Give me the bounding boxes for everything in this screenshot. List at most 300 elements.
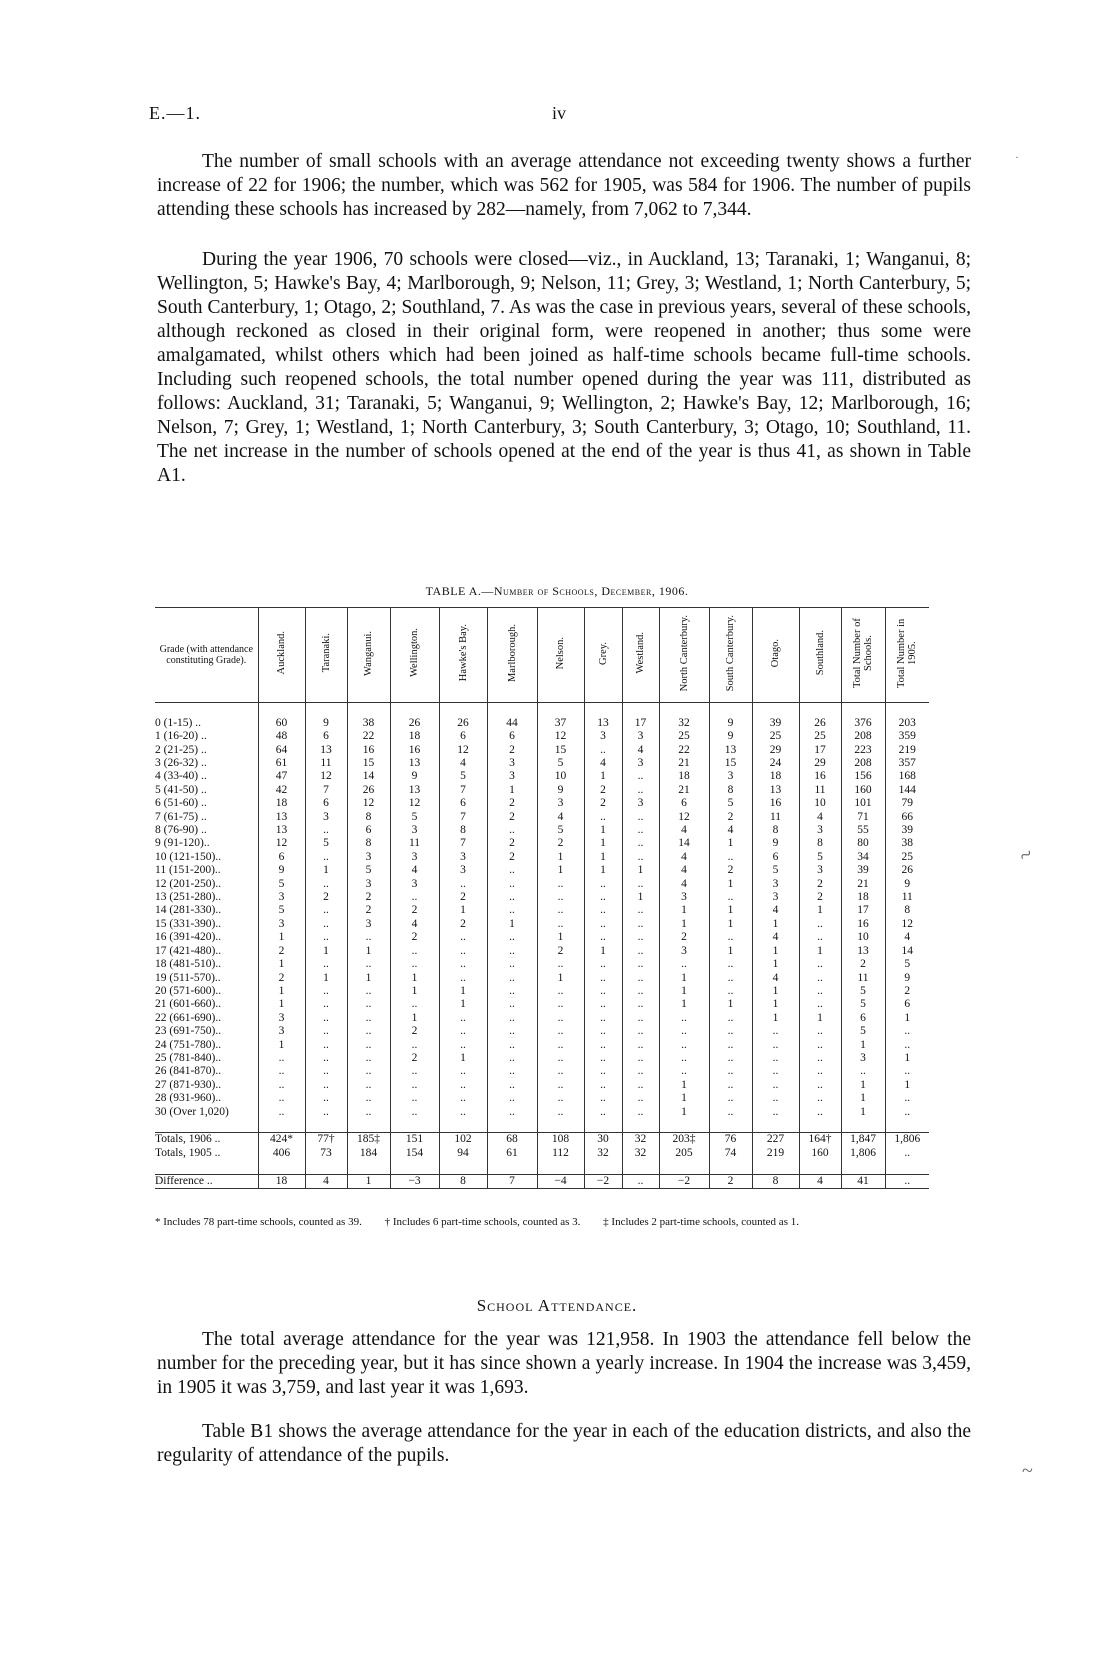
table-cell: .. [537, 1092, 584, 1105]
table-cell: 1 [258, 958, 305, 971]
row-label: 26 (841-870).. [155, 1065, 222, 1078]
spacer-cell [752, 1119, 799, 1133]
spacer-cell [799, 703, 841, 717]
table-cell: .. [584, 1025, 622, 1038]
spacer-cell [305, 1119, 347, 1133]
table-cell: 1 [752, 1012, 799, 1025]
spacer-cell [537, 1160, 584, 1174]
table-row [155, 757, 929, 770]
table-cell: .. [659, 1039, 709, 1052]
table-cell: 7 [487, 1174, 537, 1188]
row-label: 14 (281-330).. [155, 904, 222, 917]
table-row [155, 744, 929, 757]
table-cell: 1 [584, 824, 622, 837]
table-cell: .. [439, 878, 487, 891]
table-cell: .. [885, 1147, 929, 1160]
table-cell: 2 [305, 891, 347, 904]
table-cell: .. [584, 891, 622, 904]
table-cell: .. [390, 1065, 439, 1078]
table-cell: .. [752, 1065, 799, 1078]
table-cell: 66 [885, 811, 929, 824]
table-cell: 1 [537, 864, 584, 877]
table-cell: 1 [305, 945, 347, 958]
table-cell: 5 [885, 958, 929, 971]
table-cell: 2 [439, 891, 487, 904]
table-cell: 6 [439, 797, 487, 810]
table-row [155, 770, 929, 783]
table-cell: .. [487, 904, 537, 917]
table-cell: 1 [347, 945, 390, 958]
table-cell: 7 [305, 784, 347, 797]
table-cell: 5 [347, 864, 390, 877]
table-row [155, 1106, 929, 1119]
table-cell: .. [709, 1025, 752, 1038]
table-row [155, 864, 929, 877]
table-cell: 9 [709, 730, 752, 743]
table-cell: 41 [841, 1174, 885, 1188]
table-cell: .. [487, 864, 537, 877]
table-cell: 1 [841, 1079, 885, 1092]
table-cell: 12 [305, 770, 347, 783]
table-cell: .. [799, 958, 841, 971]
table-cell: .. [487, 824, 537, 837]
table-cell: 3 [659, 945, 709, 958]
table-cell: 26 [347, 784, 390, 797]
table-cell: .. [487, 945, 537, 958]
table-cell: .. [584, 985, 622, 998]
table-cell: 1 [709, 945, 752, 958]
schools-table [155, 607, 929, 1189]
table-cell: .. [709, 1039, 752, 1052]
table-cell: 219 [885, 744, 929, 757]
table-cell: 6 [752, 851, 799, 864]
table-cell: .. [347, 958, 390, 971]
table-cell: 9 [258, 864, 305, 877]
table-cell: 4 [659, 851, 709, 864]
spacer-row [155, 1119, 929, 1133]
table-cell: .. [537, 1106, 584, 1119]
table-cell: .. [305, 1106, 347, 1119]
table-cell: .. [885, 1174, 929, 1188]
table-cell: .. [709, 931, 752, 944]
table-cell: 4 [390, 918, 439, 931]
table-cell: 21 [841, 878, 885, 891]
table-row [155, 904, 929, 917]
row-label: 20 (571-600).. [155, 984, 222, 997]
table-cell: 2 [390, 1025, 439, 1038]
row-label: 2 (21-25) .. [155, 743, 207, 756]
table-cell: 4 [622, 744, 659, 757]
table-cell: 1 [305, 972, 347, 985]
table-cell: .. [622, 1025, 659, 1038]
table-cell: 2 [537, 945, 584, 958]
table-cell: 15 [709, 757, 752, 770]
table-cell: 1 [885, 1052, 929, 1065]
table-cell: 3 [439, 851, 487, 864]
table-cell: 1 [752, 945, 799, 958]
table-cell: 5 [841, 985, 885, 998]
table-cell: 3 [841, 1052, 885, 1065]
spacer-cell [487, 703, 537, 717]
table-cell: .. [752, 1079, 799, 1092]
spacer-cell [347, 1119, 390, 1133]
table-cell: 12 [439, 744, 487, 757]
table-cell: 227 [752, 1133, 799, 1147]
table-cell: .. [390, 998, 439, 1011]
table-cell: 5 [537, 757, 584, 770]
table-cell: 3 [347, 878, 390, 891]
table-cell: 3 [752, 878, 799, 891]
column-header-label: Total Number of Schools. [852, 618, 874, 688]
table-cell: 11 [752, 811, 799, 824]
table-cell: .. [885, 1065, 929, 1078]
spacer-cell [709, 1119, 752, 1133]
table-row [155, 985, 929, 998]
table-cell: .. [537, 958, 584, 971]
table-cell: 9 [752, 837, 799, 850]
column-header [439, 608, 487, 703]
table-cell: 1 [709, 998, 752, 1011]
row-label: 21 (601-660).. [155, 998, 222, 1011]
table-cell: 1 [537, 851, 584, 864]
table-cell: .. [439, 1106, 487, 1119]
table-cell: 32 [622, 1133, 659, 1147]
table-cell: 3 [347, 918, 390, 931]
table-cell: 14 [659, 837, 709, 850]
spacer-row [155, 703, 929, 717]
table-cell: .. [439, 958, 487, 971]
table-cell: 14 [347, 770, 390, 783]
row-label: 5 (41-50) .. [155, 783, 207, 796]
table-cell: .. [258, 1065, 305, 1078]
table-cell: 6 [439, 730, 487, 743]
column-header [622, 608, 659, 703]
row-label: 0 (1-15) .. [155, 716, 201, 729]
spacer-cell [659, 1119, 709, 1133]
table-cell: 424* [258, 1133, 305, 1147]
table-cell: .. [584, 904, 622, 917]
column-header [799, 608, 841, 703]
table-cell: .. [659, 1025, 709, 1038]
table-cell: .. [622, 811, 659, 824]
spacer-cell [258, 1160, 305, 1174]
spacer-cell [752, 703, 799, 717]
column-header [487, 608, 537, 703]
table-cell: 3 [584, 730, 622, 743]
table-cell: 30 [584, 1133, 622, 1147]
table-cell: 39 [752, 717, 799, 730]
column-header [258, 608, 305, 703]
table-cell: 76 [709, 1133, 752, 1147]
table-cell: 29 [799, 757, 841, 770]
table-cell: 17 [799, 744, 841, 757]
table-cell: 13 [584, 717, 622, 730]
row-label: 10 (121-150).. [155, 850, 222, 863]
row-label: 4 (33-40) .. [155, 770, 207, 783]
spacer-cell [622, 1119, 659, 1133]
table-cell: 2 [709, 811, 752, 824]
row-label: 15 (331-390).. [155, 917, 222, 930]
table-cell: 101 [841, 797, 885, 810]
table-cell: 6 [659, 797, 709, 810]
row-label: 3 (26-32) .. [155, 757, 207, 770]
table-cell: 6 [487, 730, 537, 743]
table-cell: .. [885, 1039, 929, 1052]
table-row [155, 1039, 929, 1052]
table-cell: .. [487, 1025, 537, 1038]
table-cell: 1,806 [885, 1133, 929, 1147]
table-cell: 154 [390, 1147, 439, 1160]
table-cell: 39 [885, 824, 929, 837]
table-cell: 1 [752, 918, 799, 931]
table-cell: 42 [258, 784, 305, 797]
column-header-label: Otago. [770, 638, 781, 668]
table-cell: 3 [622, 757, 659, 770]
table-cell: 1 [885, 1079, 929, 1092]
table-cell: .. [799, 1052, 841, 1065]
table-cell: 10 [841, 931, 885, 944]
table-cell: 151 [390, 1133, 439, 1147]
table-cell: 1 [487, 918, 537, 931]
table-cell: 1 [752, 958, 799, 971]
table-cell: 5 [709, 797, 752, 810]
table-cell: 7 [439, 784, 487, 797]
table-cell: .. [537, 891, 584, 904]
table-cell: 1 [537, 931, 584, 944]
table-cell: 1 [305, 864, 347, 877]
table-cell: 11 [390, 837, 439, 850]
section-heading: School Attendance. [476, 1296, 638, 1315]
table-cell: .. [537, 904, 584, 917]
table-cell: 108 [537, 1133, 584, 1147]
margin-mark: ~ [1014, 840, 1038, 869]
table-cell: 61 [487, 1147, 537, 1160]
row-label: 18 (481-510).. [155, 958, 222, 971]
table-cell: .. [305, 904, 347, 917]
paragraph-text: The total average attendance for the year was 121,958. In 1903 the attendance fell below the number for the preceding year, but it has since shown a yearly increase. In 1904 the increase was 3,459, in 1905 it was 3,759, and last year it was 1,693. [157, 1329, 971, 1398]
table-cell: 14 [885, 945, 929, 958]
table-cell: .. [799, 1092, 841, 1105]
table-cell: 26 [799, 717, 841, 730]
table-cell: 4 [799, 811, 841, 824]
table-cell: .. [537, 918, 584, 931]
table-cell: 24 [752, 757, 799, 770]
row-label: 13 (251-280).. [155, 891, 222, 904]
table-cell: 79 [885, 797, 929, 810]
table-cell: 1 [659, 972, 709, 985]
table-cell: 406 [258, 1147, 305, 1160]
table-cell: .. [799, 1106, 841, 1119]
table-cell: 2 [537, 837, 584, 850]
table-cell: .. [390, 1092, 439, 1105]
table-cell: 2 [709, 1174, 752, 1188]
table-cell: .. [390, 891, 439, 904]
table-cell: 5 [258, 904, 305, 917]
table-cell: 10 [537, 770, 584, 783]
table-cell: .. [584, 958, 622, 971]
table-cell: 37 [537, 717, 584, 730]
table-cell: .. [305, 998, 347, 1011]
table-cell: .. [347, 1106, 390, 1119]
table-cell: 18 [752, 770, 799, 783]
table-cell: .. [347, 1052, 390, 1065]
table-cell: 6 [885, 998, 929, 1011]
table-row [155, 918, 929, 931]
table-cell: .. [487, 972, 537, 985]
table-cell: 2 [487, 837, 537, 850]
column-header [841, 608, 885, 703]
row-label: 30 (Over 1,020) [155, 1105, 229, 1118]
table-cell: 3 [305, 811, 347, 824]
table-cell: 1 [347, 1174, 390, 1188]
table-cell: .. [439, 1012, 487, 1025]
table-cell: .. [752, 1052, 799, 1065]
table-cell: .. [709, 1079, 752, 1092]
table-cell: .. [885, 1106, 929, 1119]
table-cell: 184 [347, 1147, 390, 1160]
table-cell: .. [799, 1025, 841, 1038]
spacer-cell [439, 703, 487, 717]
table-cell: .. [487, 1092, 537, 1105]
table-cell: 8 [347, 811, 390, 824]
table-cell: 32 [622, 1147, 659, 1160]
table-cell: .. [537, 1065, 584, 1078]
table-cell: 22 [347, 730, 390, 743]
table-cell: 1 [709, 904, 752, 917]
table-cell: 3 [258, 891, 305, 904]
table-cell: 8 [799, 837, 841, 850]
table-cell: .. [305, 1079, 347, 1092]
table-cell: 1 [841, 1106, 885, 1119]
table-cell: 3 [799, 864, 841, 877]
table-cell: .. [258, 1106, 305, 1119]
table-title [0, 584, 1114, 599]
table-cell: 5 [258, 878, 305, 891]
table-cell: .. [799, 1065, 841, 1078]
column-header-label: Grey. [597, 641, 609, 665]
spacer-cell [155, 1119, 258, 1133]
table-cell: 2 [390, 931, 439, 944]
table-cell: 1 [439, 904, 487, 917]
totals-row [155, 1147, 929, 1160]
table-cell: .. [622, 904, 659, 917]
table-cell: 15 [347, 757, 390, 770]
spacer-cell [390, 703, 439, 717]
table-cell: .. [622, 972, 659, 985]
spacer-cell [347, 1160, 390, 1174]
table-cell: 160 [799, 1147, 841, 1160]
table-cell: 12 [537, 730, 584, 743]
table-cell: 13 [305, 744, 347, 757]
table-cell: 3 [622, 730, 659, 743]
table-cell: .. [305, 1012, 347, 1025]
table-row [155, 811, 929, 824]
table-row [155, 717, 929, 730]
table-cell: 1 [439, 998, 487, 1011]
table-cell: 2 [258, 972, 305, 985]
paragraph-attendance [157, 1328, 971, 1400]
table-cell: 44 [487, 717, 537, 730]
table-cell: .. [305, 1052, 347, 1065]
table-cell: 12 [885, 918, 929, 931]
table-cell: 203 [885, 717, 929, 730]
table-cell: 6 [841, 1012, 885, 1025]
table-cell: 3 [659, 891, 709, 904]
table-cell: .. [537, 1039, 584, 1052]
table-cell: 1 [584, 945, 622, 958]
table-cell: 11 [305, 757, 347, 770]
table-cell: 6 [305, 730, 347, 743]
table-cell: .. [347, 1039, 390, 1052]
paragraph-schools-closed [157, 248, 971, 488]
table-cell: .. [622, 784, 659, 797]
table-cell: 144 [885, 784, 929, 797]
table-cell: .. [709, 891, 752, 904]
spacer-cell [659, 1160, 709, 1174]
spacer-cell [258, 703, 305, 717]
table-cell: 357 [885, 757, 929, 770]
table-cell: .. [709, 1065, 752, 1078]
table-cell: .. [885, 1025, 929, 1038]
table-cell: 5 [752, 864, 799, 877]
table-cell: 4 [752, 931, 799, 944]
table-cell: 4 [752, 972, 799, 985]
table-title-text: Number of Schools, December, 1906. [493, 584, 689, 598]
table-cell: 15 [537, 744, 584, 757]
table-cell: 18 [258, 797, 305, 810]
table-cell: .. [487, 878, 537, 891]
table-cell: 25 [752, 730, 799, 743]
table-row [155, 851, 929, 864]
table-cell: 1 [841, 1039, 885, 1052]
table-cell: .. [622, 918, 659, 931]
table-cell: .. [584, 1012, 622, 1025]
row-label: 11 (151-200).. [155, 864, 221, 877]
table-cell: .. [439, 1092, 487, 1105]
table-cell: −2 [584, 1174, 622, 1188]
table-cell: .. [305, 985, 347, 998]
table-cell: 55 [841, 824, 885, 837]
table-title-prefix: TABLE A.— [425, 584, 494, 598]
table-cell: 2 [487, 811, 537, 824]
table-cell: .. [622, 958, 659, 971]
table-cell: .. [622, 1052, 659, 1065]
table-cell: .. [347, 985, 390, 998]
table-cell: 68 [487, 1133, 537, 1147]
spacer-cell [841, 703, 885, 717]
spacer-cell [752, 1160, 799, 1174]
table-cell: 223 [841, 744, 885, 757]
spacer-cell [799, 1160, 841, 1174]
spacer-cell [841, 1160, 885, 1174]
row-label: 16 (391-420).. [155, 931, 222, 944]
table-cell: 9 [885, 972, 929, 985]
table-cell: .. [390, 958, 439, 971]
table-cell: 376 [841, 717, 885, 730]
table-cell: 1 [439, 985, 487, 998]
row-label: 7 (61-75) .. [155, 810, 207, 823]
spacer-cell [305, 1160, 347, 1174]
table-cell: 2 [584, 784, 622, 797]
spacer-cell [799, 1119, 841, 1133]
table-cell: 219 [752, 1147, 799, 1160]
table-cell: .. [305, 1025, 347, 1038]
table-cell: .. [347, 998, 390, 1011]
table-cell: 1,806 [841, 1147, 885, 1160]
column-header [305, 608, 347, 703]
table-cell: .. [584, 744, 622, 757]
table-cell: .. [537, 1079, 584, 1092]
